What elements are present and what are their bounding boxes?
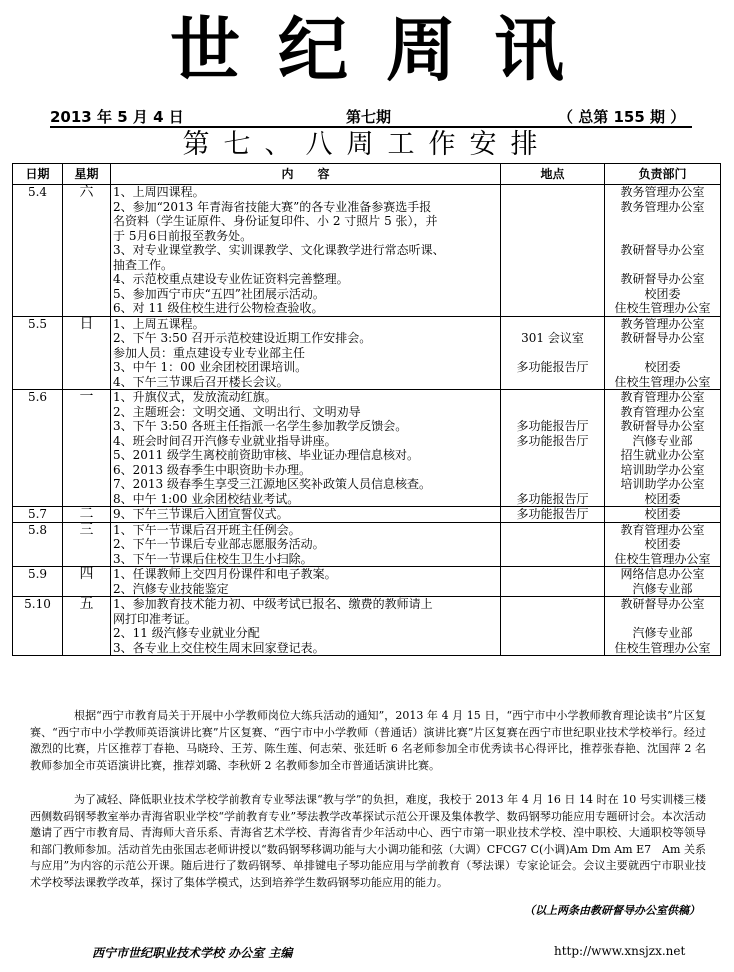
place-line: 301 会议室 — [521, 331, 584, 345]
place-line — [503, 405, 602, 420]
row-weekday: 日 — [63, 316, 111, 390]
column-header-dept: 负责部门 — [605, 164, 721, 185]
schedule-body — [13, 185, 721, 656]
content-line: 1、下午一节课后召开班主任例会。 — [113, 522, 301, 537]
content-line: 于 5月6日前报至教务处。 — [113, 228, 253, 243]
place-line — [503, 523, 602, 538]
row-content — [111, 316, 501, 390]
place-line: 多功能报告厅 — [516, 491, 589, 506]
row-content — [111, 567, 501, 597]
row-place — [501, 597, 605, 656]
row-dept — [605, 567, 721, 597]
table-row — [13, 390, 721, 507]
place-line — [503, 346, 602, 361]
row-weekday: 六 — [63, 185, 111, 317]
footer-publisher: 西宁市世纪职业技术学校 办公室 主编 — [92, 946, 293, 960]
dept-line: 教务管理办公室 — [620, 199, 705, 214]
content-line: 名资料（学生证原件、身份证复印件、小 2 寸照片 5 张），并 — [113, 214, 438, 228]
place-line — [503, 229, 602, 244]
place-line — [503, 301, 602, 316]
content-line: 2、汽修专业技能鉴定 — [113, 581, 229, 596]
table-row — [13, 567, 721, 597]
row-date: 5.9 — [13, 567, 63, 597]
row-place — [501, 185, 605, 317]
place-line: 多功能报告厅 — [516, 433, 589, 448]
issue-number: 第七期 — [346, 108, 392, 126]
place-line: 多功能报告厅 — [516, 507, 589, 521]
place-line — [503, 463, 602, 478]
column-header-date: 日期 — [13, 164, 63, 185]
row-content — [111, 507, 501, 523]
row-content — [111, 522, 501, 567]
table-row — [13, 316, 721, 390]
content-line: 6、2013 级春季生中职资助卡办理。 — [113, 462, 311, 477]
content-line: 抽查工作。 — [113, 257, 174, 272]
content-line: 3、下午 3:50 各班主任指派一名学生参加教学反馈会。 — [113, 419, 408, 433]
table-header-row — [13, 164, 721, 185]
content-line: 5、2011 级学生离校前资助审核、毕业证办理信息核对。 — [113, 448, 419, 462]
dept-line: 教务管理办公室 — [620, 185, 705, 199]
dept-line: 教育管理办公室 — [620, 522, 705, 537]
place-line — [503, 537, 602, 552]
content-line: 4、示范校重点建设专业佐证资料完善整理。 — [113, 272, 349, 286]
place-line — [503, 185, 602, 200]
dept-line: 住校生管理办公室 — [614, 301, 711, 315]
dept-line: 住校生管理办公室 — [614, 374, 711, 389]
content-line: 1、参加教育技术能力初、中级考试已报名、缴费的教师请上 — [113, 597, 433, 611]
dept-line: 校团委 — [644, 537, 681, 551]
place-line — [503, 214, 602, 229]
dept-line: 教务管理办公室 — [620, 316, 705, 331]
dept-line — [607, 612, 718, 627]
dept-line: 教育管理办公室 — [620, 404, 705, 419]
footer-website-link[interactable]: http://www.xnsjzx.net — [554, 944, 686, 958]
row-weekday: 五 — [63, 597, 111, 656]
place-line — [503, 626, 602, 641]
row-dept — [605, 185, 721, 317]
row-date: 5.10 — [13, 597, 63, 656]
content-line: 5、参加西宁市庆“五四”社团展示活动。 — [113, 286, 325, 301]
dept-line: 网络信息办公室 — [620, 567, 705, 581]
place-line — [503, 243, 602, 258]
row-place — [501, 567, 605, 597]
dept-line: 教研督导办公室 — [620, 243, 705, 257]
dept-line: 教研督导办公室 — [620, 331, 705, 345]
content-line: 3、各专业上交住校生周末回家登记表。 — [113, 640, 325, 655]
table-row — [13, 185, 721, 317]
content-line: 参加人员：重点建设专业专业部主任 — [113, 345, 306, 360]
schedule-table — [12, 163, 721, 656]
content-line: 4、班会时间召开汽修专业就业指导讲座。 — [113, 433, 337, 448]
row-dept — [605, 597, 721, 656]
dept-line: 培训助学办公室 — [620, 462, 705, 477]
dept-line — [607, 229, 718, 244]
issue-line — [50, 104, 692, 128]
row-weekday: 二 — [63, 507, 111, 523]
row-place — [501, 390, 605, 507]
dept-line: 住校生管理办公室 — [614, 640, 711, 655]
dept-line: 校团委 — [644, 360, 681, 374]
row-place — [501, 507, 605, 523]
issue-date: 2013 年 5 月 4 日 — [50, 108, 184, 126]
row-date: 5.4 — [13, 185, 63, 317]
place-line — [503, 612, 602, 627]
content-line: 4、下午三节课后召开楼长会议。 — [113, 374, 289, 389]
source-credit: （以上两条由教研督导办公室供稿） — [524, 904, 700, 917]
dept-line: 教研督导办公室 — [620, 272, 705, 286]
dept-line: 住校生管理办公室 — [614, 551, 711, 566]
content-line: 网打印准考证。 — [113, 611, 198, 626]
column-header-place: 地点 — [501, 164, 605, 185]
content-line: 1、升旗仪式，发放流动红旗。 — [113, 390, 277, 404]
dept-line: 汽修专业部 — [632, 433, 693, 448]
table-row — [13, 522, 721, 567]
column-header-weekday: 星期 — [63, 164, 111, 185]
place-line — [503, 641, 602, 656]
content-line: 9、下午三节课后入团宣誓仪式。 — [113, 507, 289, 521]
row-content — [111, 390, 501, 507]
row-weekday: 三 — [63, 522, 111, 567]
row-weekday: 一 — [63, 390, 111, 507]
row-date: 5.6 — [13, 390, 63, 507]
content-line: 1、上周五课程。 — [113, 316, 205, 331]
footer — [0, 932, 734, 972]
dept-line: 校团委 — [644, 491, 681, 506]
place-line — [503, 258, 602, 273]
place-line — [503, 582, 602, 597]
row-dept — [605, 522, 721, 567]
content-line: 2、参加“2013 年青海省技能大赛”的各专业准备参赛选手报 — [113, 199, 432, 214]
row-date: 5.8 — [13, 522, 63, 567]
dept-line — [607, 214, 718, 229]
place-line — [503, 375, 602, 390]
dept-line: 汽修专业部 — [632, 581, 693, 596]
row-date: 5.5 — [13, 316, 63, 390]
table-row — [13, 597, 721, 656]
place-line — [503, 597, 602, 612]
place-line — [503, 552, 602, 567]
content-line: 7、2013 级春季生享受三江源地区奖补政策人员信息核查。 — [113, 477, 431, 491]
place-line — [503, 448, 602, 463]
table-row — [13, 507, 721, 523]
row-place — [501, 522, 605, 567]
row-date: 5.7 — [13, 507, 63, 523]
content-line: 1、任课教师上交四月份课件和电子教案。 — [113, 567, 337, 581]
row-dept — [605, 507, 721, 523]
page-heading: 第七、八周工作安排 — [182, 129, 552, 160]
place-line — [503, 567, 602, 582]
news-paragraph-2: 为了减轻、降低职业技术学校学前教育专业琴法课“教与学”的负担，难度，我校于 2013 年 4 月 16 日 14 时在 10 号实训楼三楼西侧数码钢琴教室举办青海省职业学校“学前教育专业”琴法教学改革探试示范公开课及集体教学、数码钢琴功能应用专题研讨会。本次活动邀请了西宁市教育局、青海师大音乐系、青海省艺术学校、青海省青少年活动中心、西宁市第一职业技术学校、湟中职校、大通职校等领导和部门教师参加。活动首先由张国志老师讲授以“数码钢琴移调功能与大小调功能和弦（大调）CFCG7 C(小调)Am Dm Am E7 Am 关系与应用”为内容的示范公开课。随后进行了数码钢琴、单排键电子琴功能应用与学前教育（琴法课）专家论证会。会议主要就西宁市职业技术学校琴法课教学改革，探讨了集体学模式，达到培养学生数码钢琴功能应用的能力。 — [30, 793, 706, 889]
dept-line: 教研督导办公室 — [620, 597, 705, 611]
row-weekday: 四 — [63, 567, 111, 597]
place-line: 多功能报告厅 — [516, 419, 589, 433]
issue-total: （ 总第 155 期 ） — [558, 108, 686, 126]
place-line — [503, 287, 602, 302]
content-line: 1、上周四课程。 — [113, 185, 205, 199]
row-place — [501, 316, 605, 390]
column-header-content: 内 容 — [111, 164, 501, 185]
content-line: 6、对 11 级住校生进行公物检查验收。 — [113, 301, 324, 315]
dept-line: 教研督导办公室 — [620, 419, 705, 433]
dept-line: 校团委 — [644, 507, 681, 521]
place-line: 多功能报告厅 — [516, 360, 589, 374]
content-line: 3、下午一节课后住校生卫生小扫除。 — [113, 551, 313, 566]
news-paragraph-1: 根据“西宁市教育局关于开展中小学教师岗位大练兵活动的通知”，2013 年 4 月 15 日，“西宁市中小学教师教育理论读书”片区复赛、“西宁市中小学教师英语演讲比赛”片区复赛、“西宁市中小学教师（普通话）演讲比赛”片区复赛在西宁市世纪职业技术学校举行。经过激烈的比赛，片区推荐丁春艳、马晓玲、王芳、陈生莲、何志荣、张廷昕 6 名老师参加全市优秀读书心得评比，推荐张春艳、沈国萍 2 名教师参加全市英语演讲比赛，推荐刘璐、李秋妍 2 名教师参加全市普通话演讲比赛。 — [30, 709, 706, 772]
content-line: 3、中午 1：00 业余团校团课培训。 — [113, 360, 308, 374]
dept-line: 校团委 — [644, 286, 681, 301]
masthead-title: 世纪周讯 — [170, 8, 602, 91]
place-line — [503, 477, 602, 492]
content-line: 8、中午 1:00 业余团校结业考试。 — [113, 491, 300, 506]
dept-line: 汽修专业部 — [632, 626, 693, 640]
dept-line: 培训助学办公室 — [620, 477, 705, 491]
content-line: 3、对专业课堂教学、实训课教学、文化课教学进行常态听课、 — [113, 243, 445, 257]
content-line: 2、11 级汽修专业就业分配 — [113, 626, 260, 640]
place-line — [503, 317, 602, 332]
dept-line — [607, 346, 718, 361]
dept-line: 教育管理办公室 — [620, 390, 705, 404]
content-line: 2、主题班会：文明交通、文明出行、文明劝导 — [113, 404, 361, 419]
row-content — [111, 185, 501, 317]
place-line — [503, 390, 602, 405]
row-content — [111, 597, 501, 656]
dept-line: 招生就业办公室 — [620, 448, 705, 462]
content-line: 2、下午一节课后专业部志愿服务活动。 — [113, 537, 325, 551]
dept-line — [607, 258, 718, 273]
content-line: 2、下午 3:50 召开示范校建设近期工作安排会。 — [113, 331, 372, 345]
place-line — [503, 200, 602, 215]
row-dept — [605, 390, 721, 507]
row-dept — [605, 316, 721, 390]
place-line — [503, 272, 602, 287]
